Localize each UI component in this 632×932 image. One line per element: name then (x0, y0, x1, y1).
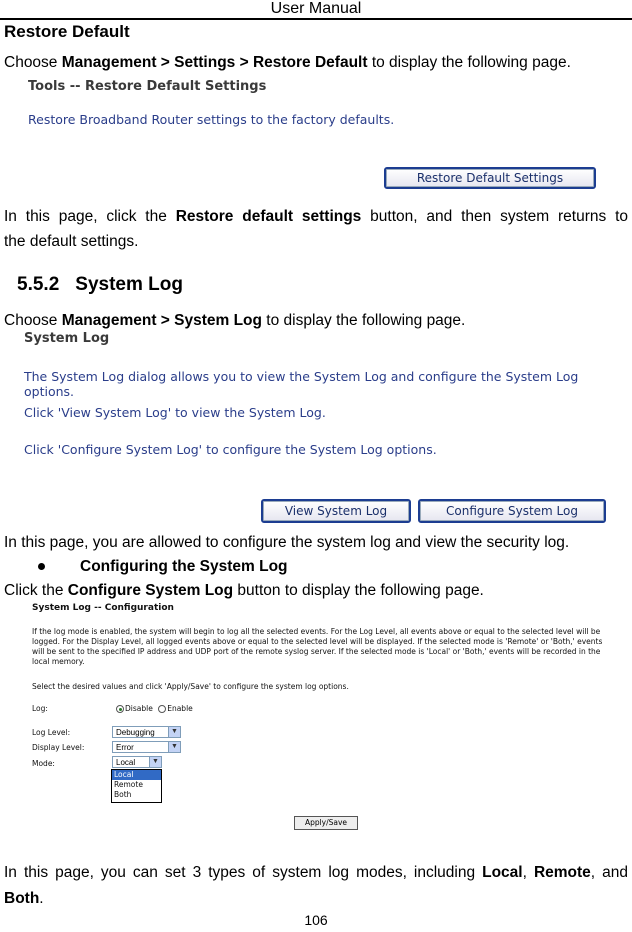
radio-disable-label: Disable (125, 704, 153, 713)
config-desc-1: If the log mode is enabled, the system will begin to log all the selected events. For the Log Level, all events above or equal to the selected level will be (32, 627, 601, 636)
radio-enable[interactable] (158, 705, 166, 713)
mode-option-local[interactable]: Local (112, 770, 161, 780)
mode-value: Local (116, 758, 136, 767)
syslog-shot-line1: The System Log dialog allows you to view the System Log and configure the System Log options. (24, 369, 579, 399)
bullet-heading: Configuring the System Log (80, 558, 288, 575)
syslog-intro: Choose Management > System Log to display the following page. (4, 312, 466, 329)
restore-shot-text: Restore Broadband Router settings to the factory defaults. (28, 112, 395, 127)
config-desc-3: will be sent to the specified IP address and UDP port of the remote syslog server. If the selected mode is 'Local' or 'Both,' events will be recorded in the (32, 647, 601, 656)
log-label: Log: (32, 704, 48, 713)
apply-save-button[interactable]: Apply/Save (294, 816, 358, 830)
restore-shot-title: Tools -- Restore Default Settings (28, 79, 267, 94)
restore-after-line2: the default settings. (4, 233, 139, 250)
chevron-down-icon: ▼ (149, 757, 161, 767)
log-level-value: Debugging (116, 728, 155, 737)
page-header: User Manual (270, 0, 362, 17)
closing-line1: In this page, you can set 3 types of system log modes, including Local, Remote, and (4, 864, 628, 881)
mode-select[interactable] (112, 756, 162, 768)
radio-disable[interactable] (116, 705, 124, 713)
section-heading-restore-default: Restore Default (4, 22, 130, 41)
log-level-select[interactable] (112, 726, 181, 738)
radio-enable-label: Enable (167, 704, 193, 713)
restore-after-line1: In this page, click the Restore default settings button, and then system returns to (4, 208, 628, 225)
section-title: System Log (75, 274, 183, 295)
section-heading-system-log (17, 274, 183, 296)
restore-default-settings-button[interactable]: Restore Default Settings (384, 167, 596, 189)
bullet-dot (38, 563, 45, 570)
mode-option-remote[interactable]: Remote (114, 780, 143, 789)
syslog-config-screenshot (22, 603, 610, 835)
configure-system-log-button[interactable]: Configure System Log (418, 499, 606, 523)
mode-dropdown-list (111, 769, 162, 803)
syslog-after: In this page, you are allowed to configure the system log and view the security log. (4, 534, 570, 551)
syslog-shot-line2: Click 'View System Log' to view the System Log. (24, 405, 326, 420)
mode-label: Mode: (32, 759, 55, 768)
header-divider (0, 18, 632, 20)
syslog-shot-line3: Click 'Configure System Log' to configure the System Log options. (24, 442, 437, 457)
config-prompt: Select the desired values and click 'Apply/Save' to configure the system log options. (32, 682, 349, 691)
chevron-down-icon: ▼ (168, 742, 180, 752)
section-number: 5.5.2 (17, 274, 60, 295)
log-radio-group (116, 704, 193, 714)
chevron-down-icon: ▼ (168, 727, 180, 737)
config-desc-2: logged. For the Display Level, all logged events above or equal to the selected level will be displayed. If the selected mode is 'Remote' or 'Both,' events (32, 637, 603, 646)
closing-line2: Both. (4, 890, 44, 907)
display-level-value: Error (116, 743, 134, 752)
view-system-log-button[interactable]: View System Log (261, 499, 411, 523)
display-level-label: Display Level: (32, 743, 85, 752)
system-log-screenshot (22, 331, 610, 527)
config-desc-4: local memory. (32, 657, 85, 666)
display-level-select[interactable] (112, 741, 181, 753)
syslog-click-text: Click the Configure System Log button to display the following page. (4, 582, 484, 599)
log-level-label: Log Level: (32, 728, 71, 737)
restore-intro: Choose Management > Settings > Restore Default to display the following page. (4, 54, 571, 71)
page-number: 106 (304, 912, 328, 928)
mode-option-both[interactable]: Both (114, 790, 132, 799)
syslog-shot-title: System Log (24, 331, 110, 346)
config-title: System Log -- Configuration (32, 603, 174, 613)
restore-default-screenshot (22, 75, 610, 195)
